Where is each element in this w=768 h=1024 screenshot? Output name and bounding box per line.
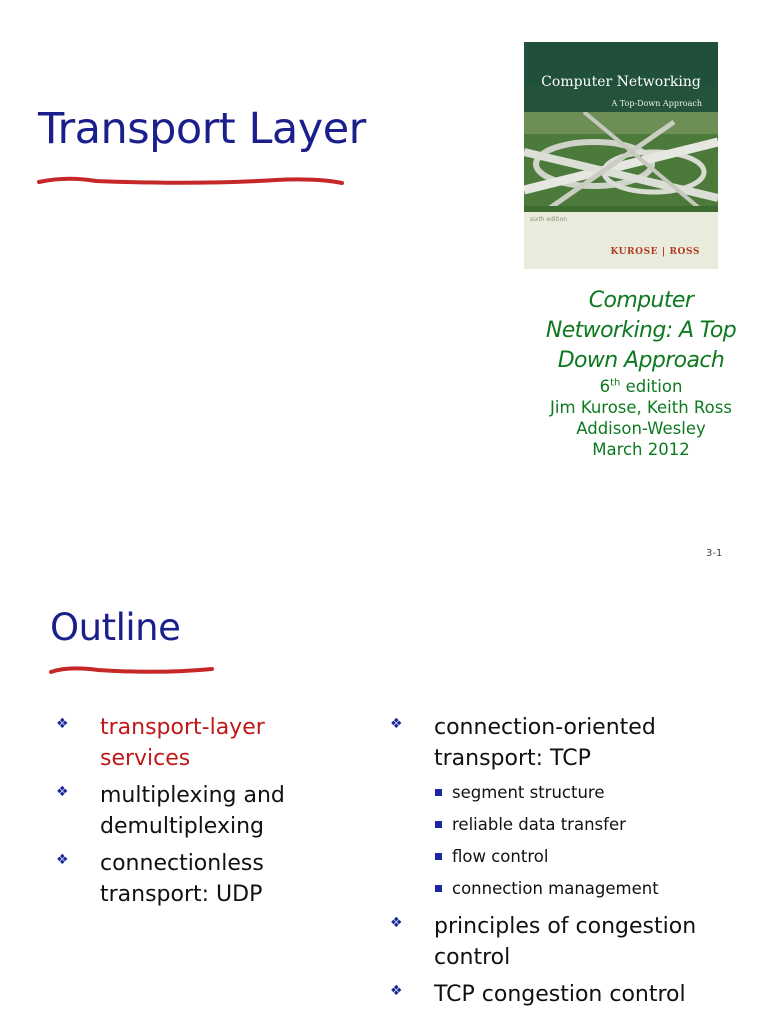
square-bullet-icon [435,885,442,892]
outline-item [386,911,756,973]
book-title [530,286,752,376]
diamond-cluster-icon: ❖ [390,915,403,931]
diamond-cluster-icon: ❖ [56,716,69,732]
outline-subitems [434,777,756,905]
slide-title-heading: Transport Layer [38,104,366,154]
cover-title: Computer Networking [541,74,701,90]
book-edition [530,376,752,397]
outline-subitem [434,841,756,873]
slide-outline-heading: Outline [50,606,181,649]
title-underline-swoosh [36,172,348,192]
outline-item-text: transport-layer services [100,715,265,771]
diamond-cluster-icon: ❖ [390,983,403,999]
outline-item [386,979,756,1010]
outline-item-text: multiplexing and demultiplexing [100,783,285,839]
cover-subtitle: A Top-Down Approach [611,99,702,108]
edition-word: edition [620,377,683,396]
outline-left-column [52,712,352,916]
highway-interchange-photo [524,112,718,212]
book-title-line: Down Approach [557,348,725,373]
book-cover-image [524,42,718,269]
cover-edition-tag: sixth edition [530,216,568,223]
book-authors: Jim Kurose, Keith Ross [550,398,732,417]
edition-suffix: th [610,377,621,389]
diamond-cluster-icon: ❖ [390,716,403,732]
edition-number: 6 [599,377,611,396]
outline-item [52,712,352,774]
outline-item-text: TCP congestion control [434,982,686,1007]
book-title-line: Computer [588,288,694,313]
diamond-cluster-icon: ❖ [56,852,69,868]
outline-item [52,780,352,842]
book-title-line: Networking: A Top [545,318,737,343]
outline-subitem [434,873,756,905]
book-credits [530,286,752,460]
outline-subitem-text: connection management [452,879,659,898]
book-publisher: Addison-Wesley [576,419,706,438]
outline-item [52,848,352,910]
outline-subitem-text: segment structure [452,783,605,802]
cover-authors: KUROSE | ROSS [610,247,700,257]
outline-item-text: connection-oriented transport: TCP [434,715,656,771]
outline-subitem-text: reliable data transfer [452,815,626,834]
square-bullet-icon [435,853,442,860]
outline-subitem [434,809,756,841]
square-bullet-icon [435,789,442,796]
outline-item [386,712,756,905]
book-date: March 2012 [592,440,690,459]
title-underline-swoosh [48,662,218,680]
page-number: 3-1 [706,548,723,559]
outline-item-text: connectionless transport: UDP [100,851,264,907]
outline-subitem-text: flow control [452,847,549,866]
diamond-cluster-icon: ❖ [56,784,69,800]
slide-outline [0,580,768,1024]
square-bullet-icon [435,821,442,828]
outline-item-text: principles of congestion control [434,914,697,970]
outline-right-column [386,712,756,1016]
outline-subitem [434,777,756,809]
